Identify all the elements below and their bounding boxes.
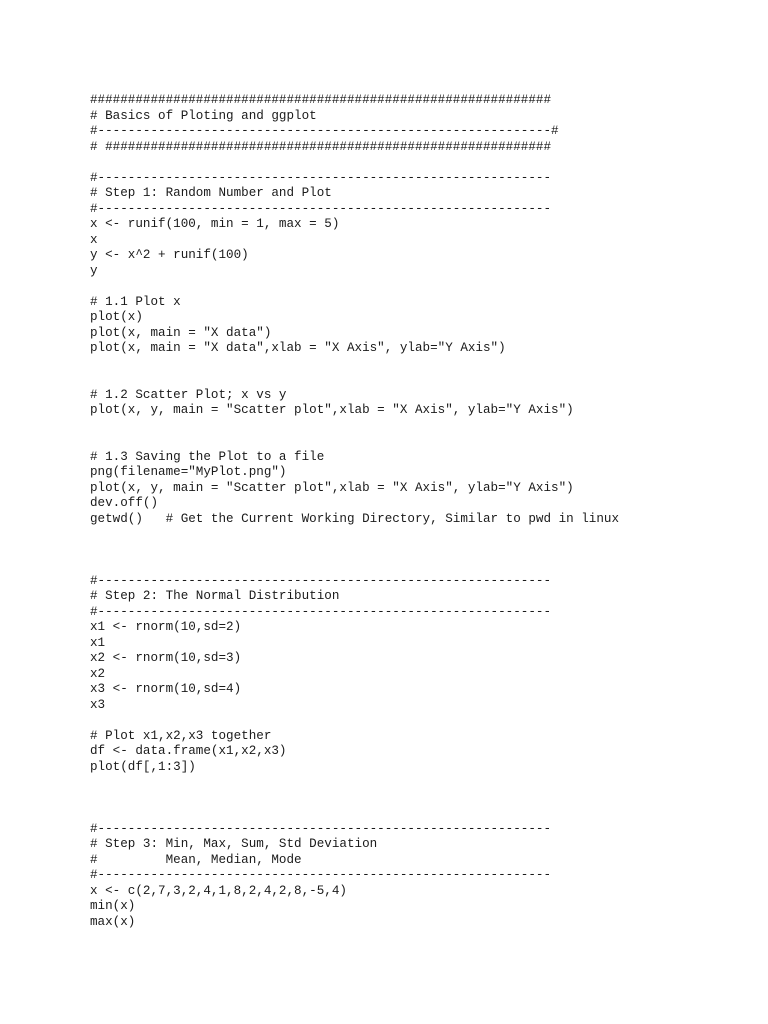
code-line: plot(x, y, main = "Scatter plot",xlab = "X Axis", ylab="Y Axis")	[90, 403, 574, 417]
code-line: x2 <- rnorm(10,sd=3)	[90, 651, 242, 665]
blank-line	[90, 806, 750, 822]
code-line: #------------------------------------------------------------	[90, 573, 552, 588]
code-line: # 1.2 Scatter Plot; x vs y	[90, 387, 287, 402]
code-line: #------------------------------------------------------------#	[90, 124, 559, 138]
code-line: min(x)	[90, 899, 136, 913]
code-line: #------------------------------------------------------------	[90, 170, 552, 185]
code-line: #------------------------------------------------------------	[90, 604, 552, 619]
code-line: # Basics of Ploting and ggplot	[90, 108, 317, 123]
code-line: plot(df[,1:3])	[90, 759, 196, 774]
code-line: # ###########################################################	[90, 139, 552, 154]
code-line: x <- c(2,7,3,2,4,1,8,2,4,2,8,-5,4)	[90, 883, 347, 898]
blank-line	[90, 558, 750, 574]
code-line: # Step 3: Min, Max, Sum, Std Deviation	[90, 837, 378, 851]
code-line: #------------------------------------------------------------	[90, 201, 552, 216]
code-line: x2	[90, 666, 106, 681]
code-line: plot(x)	[90, 310, 143, 324]
code-line: plot(x, main = "X data")	[90, 325, 272, 340]
code-line: x3 <- rnorm(10,sd=4)	[90, 682, 242, 696]
blank-line	[90, 791, 750, 807]
code-line: x	[90, 232, 98, 247]
blank-line	[90, 543, 750, 559]
blank-line	[90, 419, 750, 435]
code-line: y <- x^2 + runif(100)	[90, 248, 249, 262]
code-line: # Step 1: Random Number and Plot	[90, 186, 332, 200]
blank-line	[90, 775, 750, 791]
blank-line	[90, 357, 750, 373]
code-line: x <- runif(100, min = 1, max = 5)	[90, 217, 340, 231]
code-line: x3	[90, 697, 106, 712]
code-line: #------------------------------------------------------------	[90, 868, 552, 882]
blank-line	[90, 527, 750, 543]
code-line: # Mean, Median, Mode	[90, 852, 302, 867]
code-line: getwd() # Get the Current Working Directory, Similar to pwd in linux	[90, 511, 620, 526]
code-listing	[90, 93, 750, 930]
code-line: dev.off()	[90, 496, 159, 510]
blank-line	[90, 155, 750, 171]
code-line: #------------------------------------------------------------	[90, 821, 552, 836]
code-line: plot(x, main = "X data",xlab = "X Axis", ylab="Y Axis")	[90, 341, 506, 355]
blank-line	[90, 713, 750, 729]
blank-line	[90, 279, 750, 295]
code-line: plot(x, y, main = "Scatter plot",xlab = "X Axis", ylab="Y Axis")	[90, 480, 574, 495]
code-line: # 1.1 Plot x	[90, 294, 181, 309]
code-line: # 1.3 Saving the Plot to a file	[90, 449, 325, 464]
code-line: x1 <- rnorm(10,sd=2)	[90, 620, 242, 634]
code-line: png(filename="MyPlot.png")	[90, 465, 287, 479]
code-line: df <- data.frame(x1,x2,x3)	[90, 744, 287, 758]
blank-line	[90, 372, 750, 388]
blank-line	[90, 434, 750, 450]
code-line: # Plot x1,x2,x3 together	[90, 728, 272, 743]
code-line: # Step 2: The Normal Distribution	[90, 589, 340, 603]
code-line: x1	[90, 635, 106, 650]
code-line: max(x)	[90, 914, 136, 929]
code-line: y	[90, 263, 98, 278]
code-line: #############################################################	[90, 93, 552, 107]
